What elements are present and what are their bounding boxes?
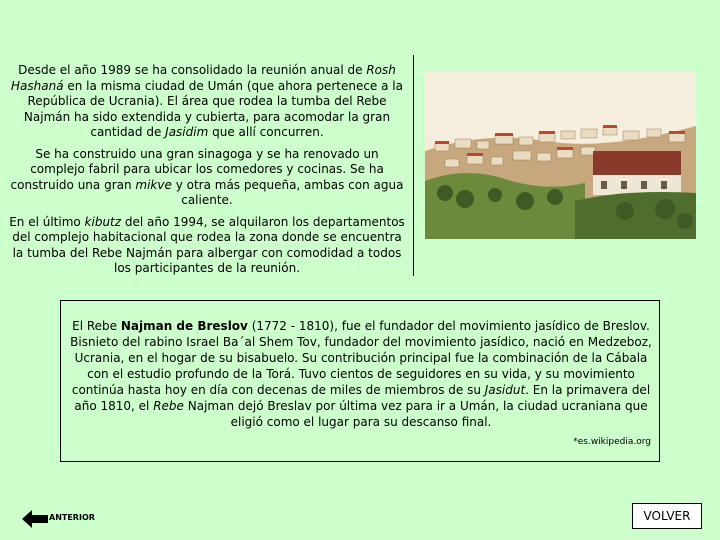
intro-text <box>8 63 406 283</box>
biography-box <box>60 300 660 462</box>
paragraph-kibutz: En el último kibutz del año 1994, se alquilaron los departamentos del complejo habitacional que rodea la zona donde se encuentra la tumba del Rebe Najmán para albergar con comodidad a todos los participantes de la reunión. <box>9 214 405 275</box>
biography-text: El Rebe Najman de Breslov (1772 - 1810), fue el fundador del movimiento jasídico de Breslov. Bisnieto del rabino Israel Ba´al Shem Tov, fundador del movimiento jasídico, nació en Medzeboz, Ucrania, en el hogar de su bisabuelo. Su contribución principal fue la combinación de la Cábala con el estudio profundo de la Torá. Tuvo cientos de seguidores en su vida, y su movimiento continúa hasta hoy en día con decenas de miles de miembros de su Jasidut. En la primavera del año 1810, el Rebe Najman dejó Breslav por última vez para ir a Umán, la ciudad ucraniana que eligió como el lugar para su descanso final. <box>70 319 652 429</box>
volver-label: VOLVER <box>643 509 691 523</box>
vertical-divider <box>413 55 414 276</box>
arrow-left-icon <box>22 510 48 528</box>
village-photo <box>425 71 696 239</box>
paragraph-reunion: Desde el año 1989 se ha consolidado la reunión anual de Rosh Hashaná en la misma ciudad de Umán (que ahora pertenece a la República de Ucrania). El área que rodea la tumba del Rebe Najmán ha sido extendida y cubierta, para acomodar la gran cantidad de Jasidim que allí concurren. <box>11 63 403 139</box>
anterior-label: ANTERIOR <box>49 513 95 522</box>
volver-button[interactable] <box>632 503 702 529</box>
source-citation: *es.wikipedia.org <box>573 437 651 447</box>
anterior-button[interactable] <box>22 510 95 528</box>
paragraph-construction: Se ha construido una gran sinagoga y se ha renovado un complejo fabril para ubicar los comedores y cocinas. Se ha construido una gran mikve y otra más pequeña, ambas con agua caliente. <box>10 146 404 207</box>
